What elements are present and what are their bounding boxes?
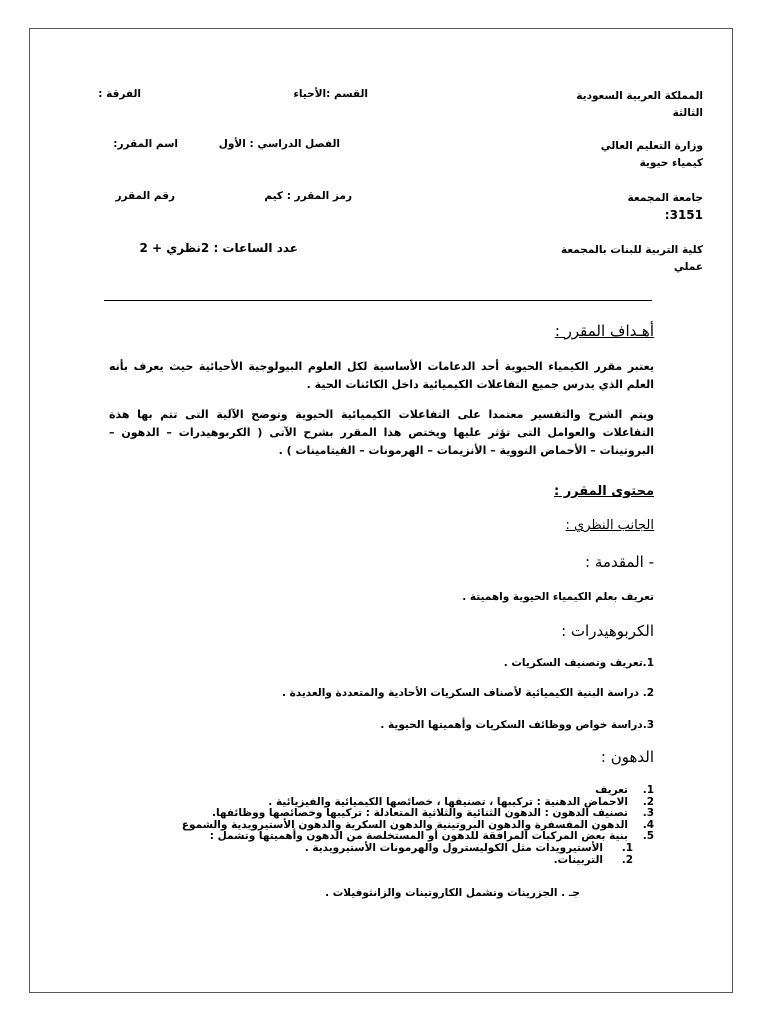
list-text: الاحماض الدهنية : تركيبها ، تصنيفها ، خصائصها الكيميائية والفيزيائية . xyxy=(268,795,628,808)
semester-text: الفصل الدراسي : الأول xyxy=(218,138,340,150)
practical-text: عملي xyxy=(673,261,703,273)
header-divider xyxy=(104,300,652,301)
kingdom-text: المملكة العربية السعودية xyxy=(576,90,703,102)
content-heading: محتوى المقرر : xyxy=(553,484,654,499)
list-item xyxy=(305,843,633,855)
intro-text: تعريف بعلم الكيمياء الحيوية واهميتة . xyxy=(462,591,654,603)
list-text: تعريف xyxy=(595,784,628,796)
hours-text: عدد الساعات : 2نظري + 2 xyxy=(139,241,298,255)
third-text: الثالثة xyxy=(672,107,703,119)
header-kingdom xyxy=(576,88,703,122)
last-item-text: جـ . الجزرينات وتشمل الكاروتينات والزانثوفيلات . xyxy=(325,887,580,899)
list-number: 4. xyxy=(642,818,654,831)
list-item xyxy=(182,808,654,820)
header-university xyxy=(628,190,703,224)
list-number: 2. xyxy=(621,853,633,866)
lipids-heading: الدهون : xyxy=(600,748,654,766)
list-number: 5. xyxy=(642,830,654,842)
list-number: 1. xyxy=(642,784,654,796)
theory-heading: الجانب النظري : xyxy=(565,518,654,533)
dept-text: القسم :الأحياء xyxy=(293,88,368,100)
list-number: 3. xyxy=(642,807,654,819)
list-item xyxy=(182,831,654,843)
header-college xyxy=(561,242,703,276)
carbs-item-1: 1.تعريف وتصنيف السكريات . xyxy=(503,657,654,669)
header-ministry xyxy=(601,138,703,172)
objectives-heading: أهـداف المقرر : xyxy=(554,322,654,340)
university-text: جامعة المجمعة xyxy=(627,192,703,204)
carbs-item-3: 3.دراسة خواص ووظائف السكريات وأهميتها الحيوية . xyxy=(380,719,654,731)
course-name-label: اسم المقرر: xyxy=(113,138,178,150)
carbs-heading: الكربوهيدرات : xyxy=(561,622,654,640)
course-name-text: كيمياء حيوية xyxy=(639,157,703,169)
list-text: بنية بعض المركبات المرافقة للدهون أو المستخلصة من الدهون وأهميتها وتشمل : xyxy=(209,830,628,842)
list-number: 2. xyxy=(642,795,654,808)
sub-list xyxy=(305,843,633,866)
year-text: الفرقة : xyxy=(98,88,141,100)
objectives-para-2: ويتم الشرح والتفسير معتمدا على التفاعلات الكيميائية الحيوية وتوضح الآلية التى تتم بها هذة التفاعلات والعوامل التى تؤثر عليها ويختص هذا المقرر بشرح الآتى ( الكربوهيدرات – الدهون – البروتينات – الأحماض النووية – الأنزيمات – الهرمونات – الفيتامينات ) . xyxy=(109,408,654,457)
list-item xyxy=(305,855,633,867)
course-number-value: 3151: xyxy=(664,208,703,222)
list-text: الدهون المفسفرة والدهون البروتينية والدهون السكرية والدهون الأستيرويدية والشموع xyxy=(181,818,628,831)
ministry-text: وزارة التعليم العالي xyxy=(600,140,703,152)
list-text: التربينات. xyxy=(553,853,603,866)
carbs-item-2: 2. دراسة البنية الكيميائية لأصناف السكريات الأحادية والمتعددة والعديدة . xyxy=(281,687,654,699)
list-number: 1. xyxy=(621,842,633,854)
list-item xyxy=(182,785,654,797)
college-text: كلية التربية للبنات بالمجمعة xyxy=(560,244,703,256)
objectives-para-1: يعتبر مقرر الكيمياء الحيوية أحد الدعامات الأساسية لكل العلوم البيولوجية الأحيائية حيث يعرف بأنه العلم الذي يدرس جميع التفاعلات الكيميائية داخل الكائنات الحية . xyxy=(109,360,654,391)
course-number-label: رقم المقرر xyxy=(115,190,175,202)
intro-heading: - المقدمة : xyxy=(585,553,654,571)
list-text: الأستيرويدات مثل الكوليسترول والهرمونات الأستيرويدية . xyxy=(304,842,603,854)
list-text: تصنيف الدهون : الدهون الثنائية والثلاثية المتعادلة : تركيبها وخصائصها ووظائفها. xyxy=(211,807,628,819)
course-code-text: رمز المقرر : كيم xyxy=(264,190,352,202)
lipids-list xyxy=(182,785,654,843)
